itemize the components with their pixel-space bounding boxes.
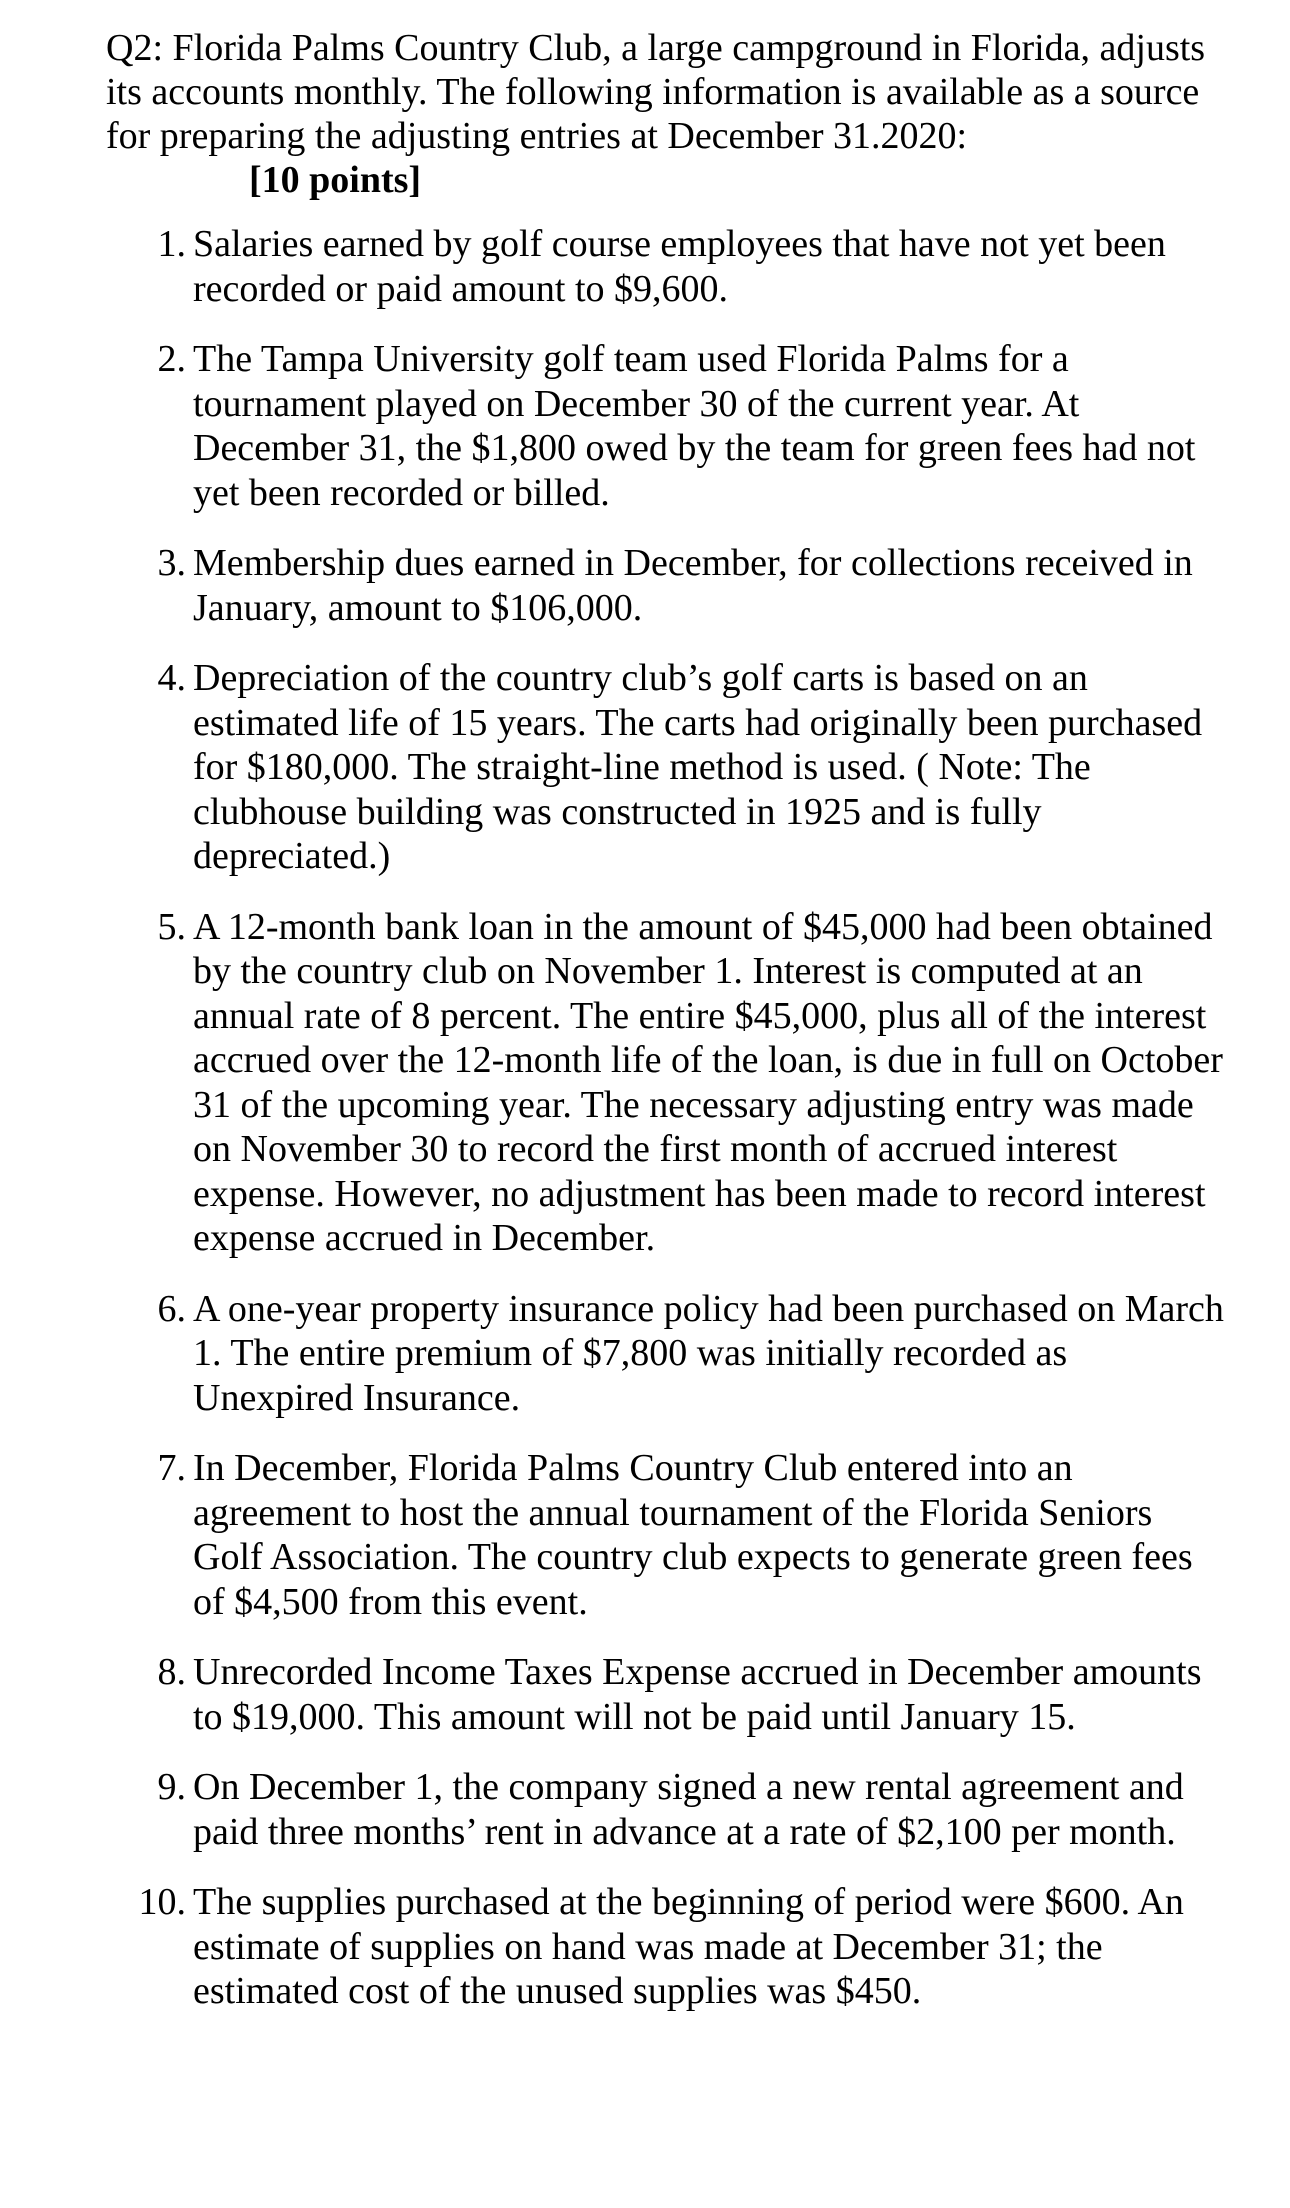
list-item (106, 1446, 1226, 1624)
item-number: 6. (157, 1287, 186, 1330)
item-number: 2. (157, 338, 186, 380)
list-item (106, 1880, 1226, 2014)
list-item (106, 222, 1226, 311)
list-item (106, 905, 1226, 1261)
list-item (106, 337, 1226, 515)
adjusting-items-list (106, 222, 1226, 2014)
item-number: 8. (157, 1651, 186, 1693)
item-text: Unrecorded Income Taxes Expense accrued in December amounts to $19,000. This amount will not be paid until January 15. (193, 1651, 1202, 1738)
item-number: 4. (157, 657, 186, 699)
item-number: 9. (157, 1766, 186, 1808)
list-item (106, 1650, 1226, 1739)
item-text: The Tampa University golf team used Florida Palms for a tournament played on December 30 of the current year. At December 31, the $1,800 owed by the team for green fees had not yet been recorded or billed. (193, 338, 1196, 514)
question-points: [10 points] (249, 159, 422, 201)
item-text: In December, Florida Palms Country Club entered into an agreement to host the annual tournament of the Florida Seniors Golf Association. The country club expects to generate green fees of $4,500 from this event. (193, 1447, 1193, 1623)
item-number: 7. (157, 1447, 186, 1489)
list-item (106, 656, 1226, 879)
list-item (106, 1765, 1226, 1854)
item-text: The supplies purchased at the beginning of period were $600. An estimate of supplies on hand was made at December 31; the estimated cost of the unused supplies was $450. (193, 1881, 1184, 2012)
item-number: 3. (157, 542, 186, 584)
item-number: 1. (157, 223, 186, 265)
question-intro: Q2: Florida Palms Country Club, a large campground in Florida, adjusts its accounts monthly. The following information is available as a source for preparing the adjusting entries at December 31.2020: (106, 27, 1206, 157)
item-text: Depreciation of the country club’s golf carts is based on an estimated life of 15 years. The carts had originally been purchased for $180,000. The straight-line method is used. ( Note: The clubhouse building was constructed in 1925 and is fully depreciated.) (193, 657, 1203, 877)
item-text: Salaries earned by golf course employees that have not yet been recorded or paid amount to $9,600. (193, 223, 1166, 310)
item-number: 10. (138, 1881, 186, 1923)
document-page (106, 26, 1226, 2040)
item-text: Membership dues earned in December, for collections received in January, amount to $106,000. (193, 542, 1193, 629)
list-item (106, 1287, 1226, 1421)
item-text: On December 1, the company signed a new rental agreement and paid three months’ rent in advance at a rate of $2,100 per month. (193, 1766, 1184, 1853)
item-text: A one-year property insurance policy had been purchased on March 1. The entire premium of $7,800 was initially recorded as Unexpired Insurance. (193, 1287, 1224, 1419)
item-text: A 12-month bank loan in the amount of $45,000 had been obtained by the country club on November 1. Interest is computed at an annual rate of 8 percent. The entire $45,000, plus all of the interest accrued over the 12-month life of the loan, is due in full on October 31 of the upcoming year. The necessary adjusting entry was made on November 30 to record the first month of accrued interest expense. However, no adjustment has been made to record interest expense accrued in December. (193, 905, 1223, 1259)
list-item (106, 541, 1226, 630)
item-number: 5. (157, 905, 186, 948)
